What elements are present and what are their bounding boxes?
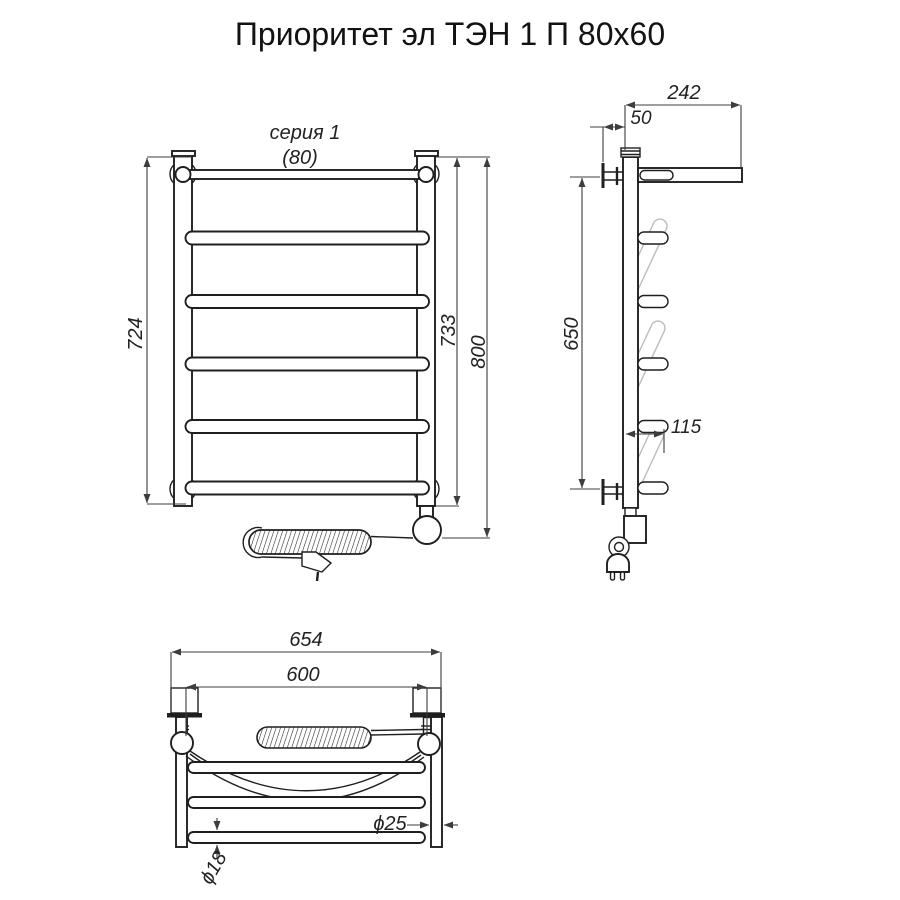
front-dim-724: 724: [125, 317, 147, 351]
front-nominal-width-label: (80): [282, 147, 318, 169]
front-posts: [172, 151, 438, 506]
side-dim-242: 242: [667, 82, 701, 104]
side-rung-stubs: [638, 232, 668, 494]
front-power-cord: [243, 528, 413, 582]
side-heating-element: [607, 508, 646, 580]
side-view: [561, 82, 742, 580]
bottom-dim-phi18: ϕ18: [195, 848, 232, 888]
bottom-power-cord: [257, 727, 423, 748]
side-post: [621, 148, 640, 508]
side-dim-115: 115: [670, 417, 702, 438]
side-plug-icon: [607, 554, 629, 572]
front-view: [125, 122, 490, 581]
bottom-dim-phi25: ϕ25: [373, 813, 407, 835]
side-wall-bracket-top: [603, 163, 624, 188]
bottom-wall-plates: [167, 688, 445, 718]
side-dim-650: 650: [561, 317, 583, 351]
front-heating-element: [413, 506, 441, 544]
bottom-dim-654: 654: [289, 629, 323, 651]
side-wall-bracket-bottom: [603, 479, 624, 505]
bottom-view: [167, 629, 458, 888]
front-wall-brackets: [170, 161, 439, 502]
drawing-title: Приоритет эл ТЭН 1 П 80x60: [234, 16, 666, 52]
front-series-label: серия 1: [269, 122, 341, 144]
front-dim-733: 733: [438, 314, 460, 348]
front-dim-800: 800: [468, 335, 490, 369]
bottom-curved-tube: [186, 751, 424, 801]
side-dim-50: 50: [630, 108, 652, 129]
plug-icon: [302, 552, 331, 572]
side-shelf: [638, 168, 742, 182]
front-top-rail: [176, 167, 434, 182]
front-rungs: [186, 232, 430, 495]
bottom-dim-600: 600: [286, 664, 320, 686]
